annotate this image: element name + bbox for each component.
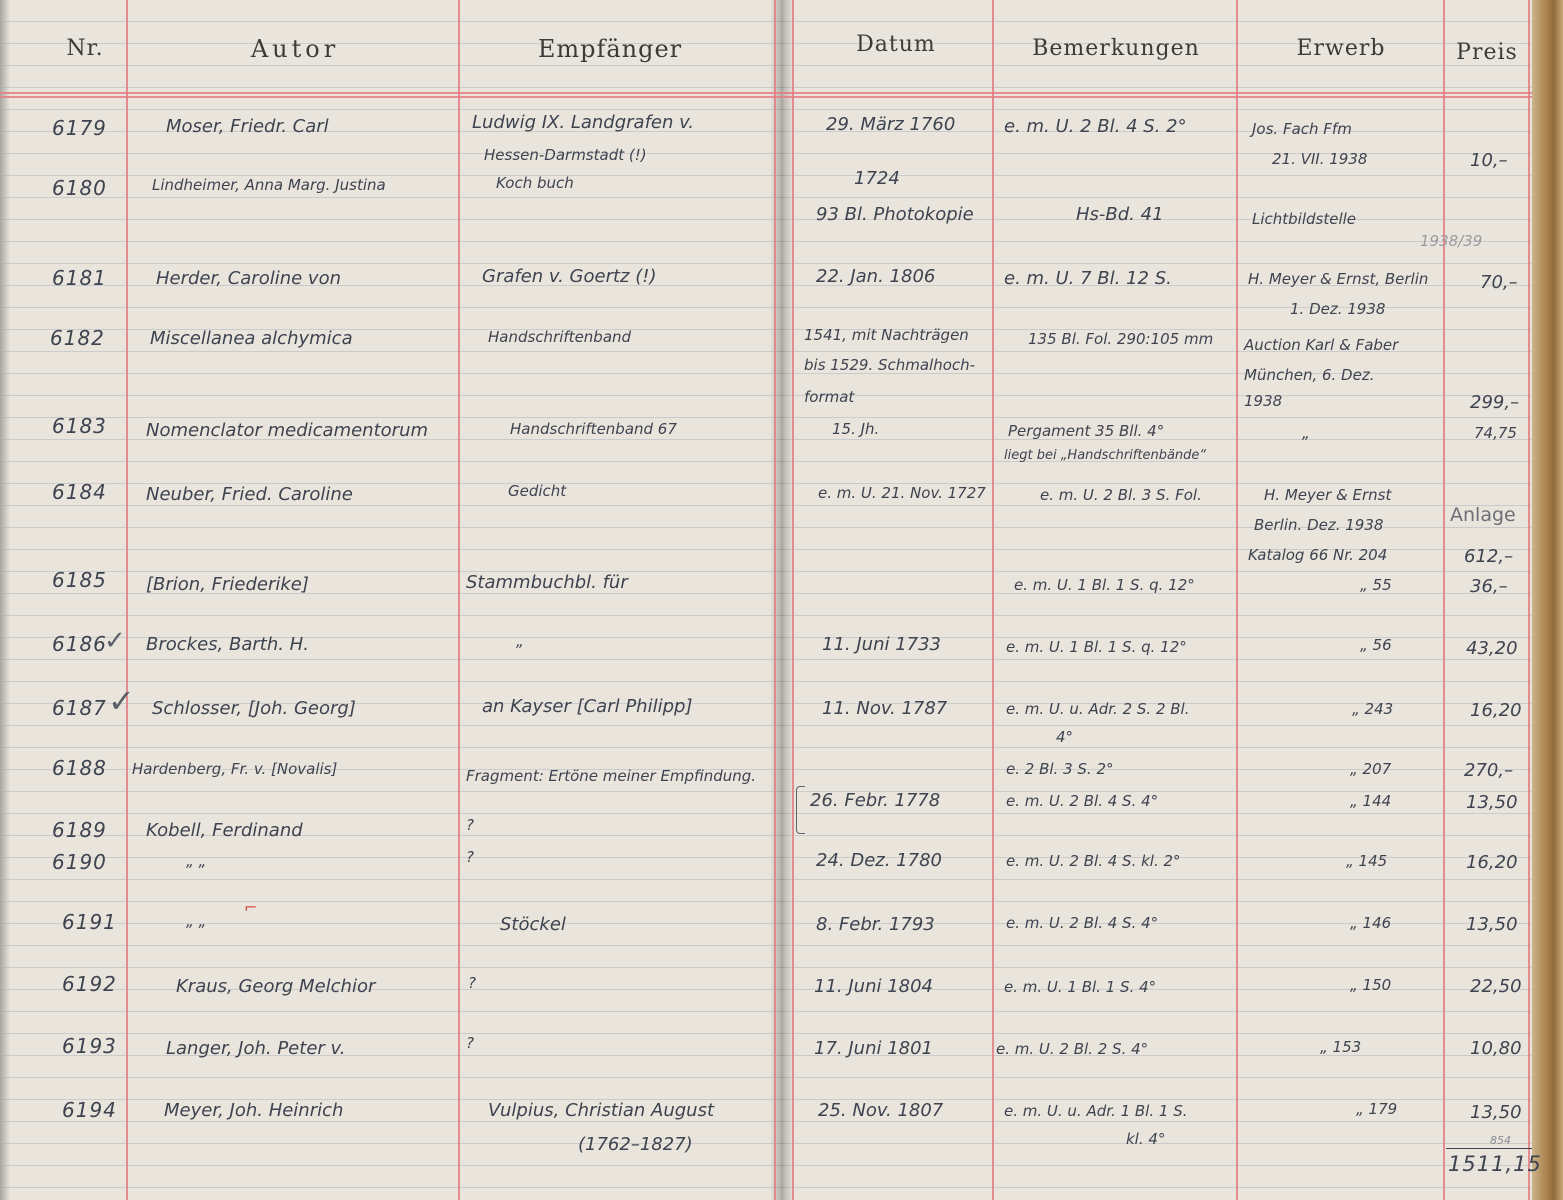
entry-preis: 22,50 bbox=[1470, 976, 1522, 997]
header-autor: Autor bbox=[250, 35, 340, 63]
entry-preis: 43,20 bbox=[1466, 638, 1518, 659]
entry-erwerb: H. Meyer & Ernst bbox=[1264, 486, 1392, 504]
entry-nr: 6193 bbox=[62, 1034, 117, 1058]
entry-autor: Nomenclator medicamentorum bbox=[146, 420, 429, 441]
entry-bemerkungen: e. m. U. 2 Bl. 4 S. 2° bbox=[1004, 116, 1187, 137]
entry-datum: 29. März 1760 bbox=[826, 114, 956, 135]
entry-bemerkungen: e. m. U. 1 Bl. 1 S. q. 12° bbox=[1014, 576, 1195, 594]
total-sum: 1511,15 bbox=[1448, 1152, 1542, 1176]
entry-bemerkungen: e. m. U. 1 Bl. 1 S. 4° bbox=[1004, 978, 1157, 996]
entry-autor: Brockes, Barth. H. bbox=[146, 634, 309, 655]
entry-nr: 6194 bbox=[62, 1098, 117, 1122]
checkmark-icon: ✓ bbox=[108, 682, 135, 720]
entry-erwerb: „ 145 bbox=[1346, 852, 1388, 870]
entry-erwerb: „ 207 bbox=[1350, 760, 1392, 778]
rule-vertical bbox=[1236, 0, 1238, 1200]
entry-nr: 6185 bbox=[52, 568, 107, 592]
rule-vertical bbox=[792, 0, 794, 1200]
entry-preis: 13,50 bbox=[1466, 792, 1518, 813]
entry-bemerkungen: kl. 4° bbox=[1126, 1130, 1166, 1148]
entry-datum: 11. Nov. 1787 bbox=[822, 698, 948, 719]
entry-autor: Langer, Joh. Peter v. bbox=[166, 1038, 346, 1059]
rule-vertical bbox=[458, 0, 460, 1200]
entry-datum: 25. Nov. 1807 bbox=[818, 1100, 944, 1121]
entry-nr: 6191 bbox=[62, 910, 117, 934]
entry-erwerb: „ 146 bbox=[1350, 914, 1392, 932]
entry-bemerkungen: liegt bei „Handschriftenbände“ bbox=[1004, 448, 1207, 463]
entry-erwerb: 1938 bbox=[1244, 392, 1283, 410]
entry-datum: 15. Jh. bbox=[832, 420, 880, 438]
entry-datum: 8. Febr. 1793 bbox=[816, 914, 935, 935]
entry-autor: Neuber, Fried. Caroline bbox=[146, 484, 353, 505]
entry-nr: 6186 bbox=[52, 632, 107, 656]
entry-autor: „ „ bbox=[186, 912, 207, 930]
entry-preis: 16,20 bbox=[1470, 700, 1522, 721]
entry-bemerkungen: e. m. U. 2 Bl. 4 S. 4° bbox=[1006, 792, 1159, 810]
entry-autor: Herder, Caroline von bbox=[156, 268, 341, 289]
entry-empfaenger: ? bbox=[468, 974, 476, 992]
entry-preis: 10,80 bbox=[1470, 1038, 1522, 1059]
entry-erwerb: Auction Karl & Faber München, 6. Dez. bbox=[1244, 336, 1399, 384]
entry-autor: „ „ bbox=[186, 852, 207, 870]
bracket-mark bbox=[796, 786, 805, 834]
entry-erwerb: „ 55 bbox=[1360, 576, 1392, 594]
page-edge-left bbox=[0, 0, 10, 1200]
entry-nr: 6189 bbox=[52, 818, 107, 842]
total-underline bbox=[1446, 1148, 1532, 1149]
entry-nr: 6182 bbox=[50, 326, 105, 350]
entry-preis: 36,– bbox=[1470, 576, 1508, 597]
entry-autor: Lindheimer, Anna Marg. Justina bbox=[152, 176, 386, 194]
entry-empfaenger: Stammbuchbl. für bbox=[466, 572, 628, 593]
entry-preis: 70,– bbox=[1480, 272, 1518, 293]
entry-erwerb: „ 179 bbox=[1356, 1100, 1398, 1118]
entry-datum: 11. Juni 1804 bbox=[814, 976, 934, 997]
entry-erwerb: „ 243 bbox=[1352, 700, 1394, 718]
entry-bemerkungen: e. m. U. u. Adr. 2 S. 2 Bl. bbox=[1006, 700, 1190, 718]
entry-erwerb: 21. VII. 1938 bbox=[1272, 150, 1368, 168]
entry-empfaenger: an Kayser [Carl Philipp] bbox=[482, 696, 693, 717]
header-nr: Nr. bbox=[66, 36, 104, 61]
total-note: 854 bbox=[1490, 1134, 1511, 1147]
entry-datum: 26. Febr. 1778 bbox=[810, 790, 941, 811]
entry-datum: format bbox=[804, 388, 855, 406]
header-empfaenger: Empfänger bbox=[537, 35, 683, 63]
entry-autor: Kraus, Georg Melchior bbox=[176, 976, 376, 997]
entry-nr: 6181 bbox=[52, 266, 107, 290]
entry-nr: 6188 bbox=[52, 756, 107, 780]
entry-bemerkungen: e. m. U. 2 Bl. 4 S. kl. 2° bbox=[1006, 852, 1181, 870]
entry-autor: Hardenberg, Fr. v. [Novalis] bbox=[132, 760, 338, 778]
entry-nr: 6180 bbox=[52, 176, 107, 200]
entry-empfaenger: Koch buch bbox=[496, 174, 574, 192]
entry-preis: 13,50 bbox=[1470, 1102, 1522, 1123]
entry-bemerkungen: Hs-Bd. 41 bbox=[1076, 204, 1164, 225]
entry-bemerkungen: 4° bbox=[1056, 728, 1074, 746]
entry-nr: 6184 bbox=[52, 480, 107, 504]
entry-erwerb: 1. Dez. 1938 bbox=[1290, 300, 1386, 318]
entry-erwerb: „ 56 bbox=[1360, 636, 1392, 654]
entry-datum: 93 Bl. Photokopie bbox=[816, 204, 974, 225]
entry-nr: 6179 bbox=[52, 116, 107, 140]
entry-autor: Miscellanea alchymica bbox=[150, 328, 353, 349]
entry-erwerb: H. Meyer & Ernst, Berlin bbox=[1248, 270, 1429, 288]
entry-bemerkungen: e. m. U. 7 Bl. 12 S. bbox=[1004, 268, 1172, 289]
entry-nr: 6183 bbox=[52, 414, 107, 438]
rule-horizontal bbox=[0, 96, 1532, 98]
entry-erwerb: 1938/39 bbox=[1420, 232, 1483, 250]
entry-datum: 1724 bbox=[854, 168, 900, 189]
entry-empfaenger: ? bbox=[466, 1034, 474, 1052]
entry-empfaenger: Gedicht bbox=[508, 482, 567, 500]
entry-datum: 24. Dez. 1780 bbox=[816, 850, 942, 871]
header-bemerkungen: Bemerkungen bbox=[1032, 36, 1200, 61]
rule-vertical bbox=[774, 0, 776, 1200]
entry-datum: 17. Juni 1801 bbox=[814, 1038, 934, 1059]
rule-horizontal bbox=[0, 92, 1532, 94]
entry-erwerb: „ 150 bbox=[1350, 976, 1392, 994]
entry-preis: 16,20 bbox=[1466, 852, 1518, 873]
rule-vertical bbox=[1443, 0, 1445, 1200]
entry-preis: 74,75 bbox=[1474, 424, 1517, 442]
entry-erwerb: „ bbox=[1302, 424, 1310, 442]
entry-autor: Moser, Friedr. Carl bbox=[166, 116, 329, 137]
checkmark-icon: ✓ bbox=[104, 626, 126, 656]
entry-autor: Kobell, Ferdinand bbox=[146, 820, 303, 841]
entry-autor: Meyer, Joh. Heinrich bbox=[164, 1100, 344, 1121]
entry-preis: 612,– bbox=[1464, 546, 1514, 567]
entry-erwerb: Lichtbildstelle bbox=[1252, 210, 1357, 228]
entry-empfaenger: Grafen v. Goertz (!) bbox=[482, 266, 657, 287]
entry-nr: 6192 bbox=[62, 972, 117, 996]
entry-empfaenger: Ludwig IX. Landgrafen v. bbox=[472, 112, 695, 133]
preis-stamp: Anlage bbox=[1450, 504, 1516, 526]
entry-datum: 11. Juni 1733 bbox=[822, 634, 942, 655]
entry-bemerkungen: 135 Bl. Fol. 290:105 mm bbox=[1028, 330, 1214, 348]
entry-datum: 1541, mit Nachträgen bbox=[804, 326, 969, 344]
entry-preis: 299,– bbox=[1470, 392, 1520, 413]
entry-erwerb: Berlin. Dez. 1938 bbox=[1254, 516, 1384, 534]
entry-bemerkungen: e. m. U. 1 Bl. 1 S. q. 12° bbox=[1006, 638, 1187, 656]
entry-bemerkungen: e. 2 Bl. 3 S. 2° bbox=[1006, 760, 1114, 778]
entry-empfaenger: Hessen-Darmstadt (!) bbox=[484, 146, 647, 164]
entry-bemerkungen: e. m. U. u. Adr. 1 Bl. 1 S. bbox=[1004, 1102, 1188, 1120]
header-erwerb: Erwerb bbox=[1296, 36, 1386, 61]
header-preis: Preis bbox=[1456, 40, 1518, 65]
entry-empfaenger: Fragment: Ertöne meiner Empfindung. bbox=[466, 767, 757, 785]
header-datum: Datum bbox=[856, 32, 936, 57]
entry-preis: 13,50 bbox=[1466, 914, 1518, 935]
entry-empfaenger: Handschriftenband bbox=[488, 328, 632, 346]
entry-datum: e. m. U. 21. Nov. 1727 bbox=[818, 484, 986, 502]
entry-empfaenger: ? bbox=[466, 816, 474, 834]
entry-bemerkungen: Pergament 35 Bll. 4° bbox=[1008, 422, 1165, 440]
entry-autor: [Brion, Friederike] bbox=[146, 574, 309, 595]
rule-vertical bbox=[126, 0, 128, 1200]
rule-vertical bbox=[1528, 0, 1530, 1200]
entry-bemerkungen: e. m. U. 2 Bl. 4 S. 4° bbox=[1006, 914, 1159, 932]
entry-empfaenger: Vulpius, Christian August bbox=[488, 1100, 715, 1121]
entry-nr: 6187 bbox=[52, 696, 107, 720]
entry-preis: 270,– bbox=[1464, 760, 1514, 781]
entry-erwerb: Katalog 66 Nr. 204 bbox=[1248, 546, 1388, 564]
entry-bemerkungen: e. m. U. 2 Bl. 2 S. 4° bbox=[996, 1040, 1149, 1058]
rule-vertical bbox=[992, 0, 994, 1200]
entry-preis: 10,– bbox=[1470, 150, 1508, 171]
entry-bemerkungen: e. m. U. 2 Bl. 3 S. Fol. bbox=[1040, 486, 1202, 504]
entry-erwerb: „ 144 bbox=[1350, 792, 1392, 810]
entry-erwerb: „ 153 bbox=[1320, 1038, 1362, 1056]
entry-empfaenger: „ bbox=[516, 632, 524, 650]
entry-empfaenger: ? bbox=[466, 848, 474, 866]
red-tick-icon: ⌐ bbox=[244, 898, 258, 917]
entry-empfaenger: (1762–1827) bbox=[578, 1134, 693, 1155]
entry-autor: Schlosser, [Joh. Georg] bbox=[152, 698, 356, 719]
entry-datum: 22. Jan. 1806 bbox=[816, 266, 936, 287]
entry-nr: 6190 bbox=[52, 850, 107, 874]
entry-empfaenger: Handschriftenband 67 bbox=[510, 420, 677, 438]
page-edge-right bbox=[1532, 0, 1563, 1200]
entry-datum: bis 1529. Schmalhoch- bbox=[804, 356, 976, 374]
entry-erwerb: Jos. Fach Ffm bbox=[1252, 120, 1352, 138]
entry-empfaenger: Stöckel bbox=[500, 914, 566, 935]
